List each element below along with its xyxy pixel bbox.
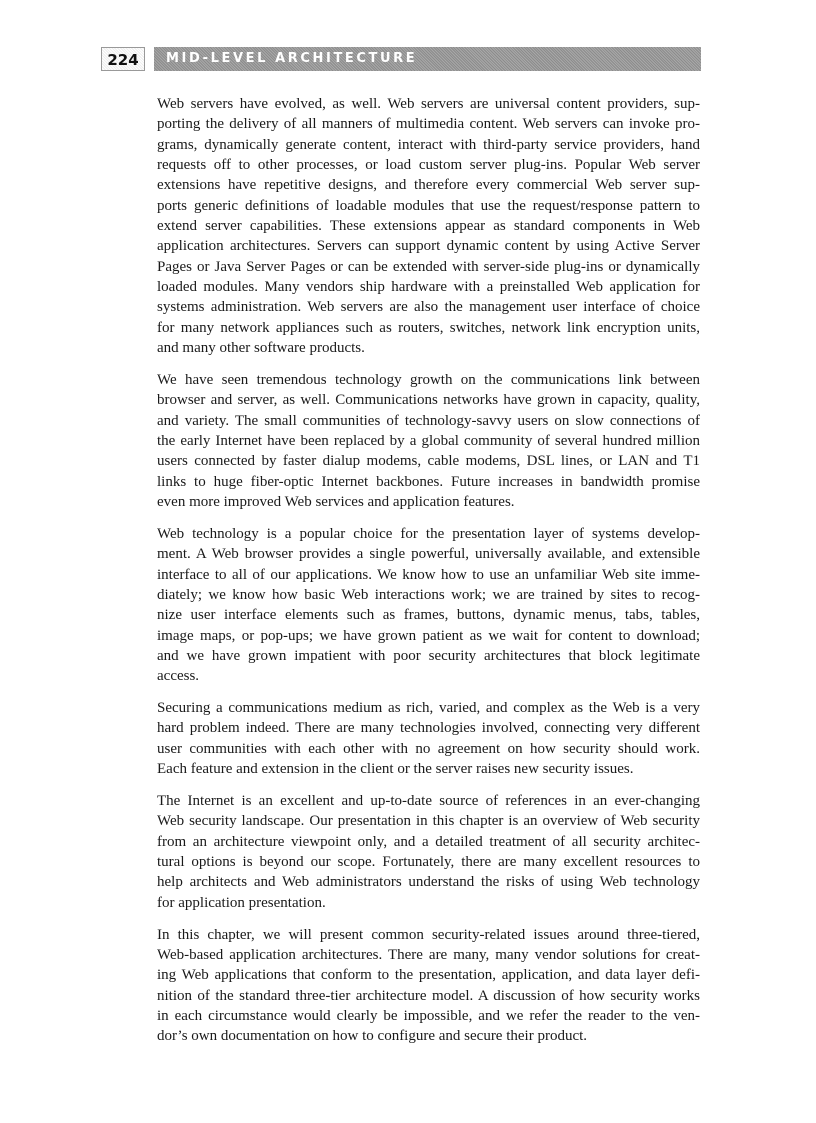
text-line: for application presentation.	[157, 894, 326, 911]
text-line: nize user interface elements such as frames, buttons, dynamic menus, tabs, tables,	[157, 607, 700, 624]
text-line: and we have grown impatient with poor security architectures that block legitimate	[157, 647, 700, 664]
text-line: the early Internet have been replaced by a global community of several hundred million	[157, 433, 700, 449]
text-line: help architects and Web administrators understand the risks of using Web technology	[157, 874, 700, 891]
text-line: Securing a communications medium as rich, varied, and complex as the Web is a very	[157, 700, 700, 717]
text-line: tural options is beyond our scope. Fortunately, there are many excellent resources to	[157, 854, 700, 871]
text-line: browser and server, as well. Communications networks have grown in capacity, quality,	[157, 392, 700, 409]
text-line: loaded modules. Many vendors ship hardware with a preinstalled Web application for	[157, 279, 700, 296]
text-line: image maps, or pop-ups; we have grown patient as we wait for content to download;	[157, 627, 700, 644]
text-line: diately; we know how basic Web interactions work; we are trained by sites to recog-	[157, 586, 700, 603]
text-line: hard problem indeed. There are many technologies involved, connecting very different	[157, 720, 700, 737]
text-line: We have seen tremendous technology growth on the communications link between	[157, 371, 700, 388]
text-line: and variety. The small communities of technology-savvy users on slow connections of	[157, 412, 700, 429]
text-line: and many other software products.	[157, 340, 365, 357]
text-line: ing Web applications that conform to the presentation, application, and data layer defi-	[157, 967, 700, 984]
text-line: even more improved Web services and application features.	[157, 494, 515, 511]
text-line: users connected by faster dialup modems, cable modems, DSL lines, or LAN and T1	[157, 453, 700, 470]
text-line: grams, dynamically generate content, interact with third-party service providers, hand	[157, 136, 700, 153]
paragraph	[157, 925, 700, 1047]
text-line: user communities with each other with no agreement on how security should work.	[157, 740, 700, 757]
text-line: access.	[157, 668, 200, 685]
text-line: for many network appliances such as routers, switches, network link encryption units,	[157, 319, 700, 336]
text-line: nition of the standard three-tier architecture model. A discussion of how security works	[157, 987, 700, 1004]
text-line: ports generic definitions of loadable modules that use the request/response pattern to	[157, 197, 700, 214]
text-line: dor’s own documentation on how to configure and secure their product.	[157, 1028, 588, 1045]
text-line: Each feature and extension in the client or the server raises new security issues.	[157, 761, 634, 778]
text-line: Pages or Java Server Pages or can be extended with server-side plug-ins or dynamically	[157, 258, 700, 275]
text-line: Web-based application architectures. There are many, many vendor solutions for creat-	[157, 946, 700, 963]
text-line: Web security landscape. Our presentation in this chapter is an overview of Web security	[157, 813, 700, 830]
running-header	[101, 47, 701, 72]
paragraph	[157, 370, 700, 512]
text-line: extend server capabilities. These extensions appear as standard components in Web	[157, 218, 700, 235]
running-title: MID-LEVEL ARCHITECTURE	[154, 47, 701, 71]
text-line: links to huge fiber-optic Internet backbones. Future increases in bandwidth promise	[157, 473, 700, 490]
text-line: In this chapter, we will present common security-related issues around three-tiered,	[157, 926, 700, 943]
paragraph	[157, 94, 700, 358]
text-line: requests off to other processes, or load custom server plug-ins. Popular Web server	[157, 157, 700, 174]
text-line: systems administration. Web servers are also the management user interface of choice	[157, 299, 700, 316]
paragraph	[157, 524, 700, 687]
text-line: interface to all of our applications. We know how to use an unfamiliar Web site imme-	[157, 566, 700, 583]
text-line: extensions have repetitive designs, and therefore every commercial Web server sup-	[157, 177, 700, 194]
page-number: 224	[101, 47, 145, 71]
text-line: from an architecture viewpoint only, and a detailed treatment of all security architec-	[157, 833, 700, 850]
paragraph	[157, 791, 700, 913]
text-line: The Internet is an excellent and up-to-date source of references in an ever-changing	[157, 793, 700, 809]
text-line: ment. A Web browser provides a single powerful, universally available, and extensible	[157, 546, 700, 563]
text-line: in each circumstance would clearly be impossible, and we refer the reader to the ven-	[157, 1007, 700, 1024]
text-line: Web technology is a popular choice for the presentation layer of systems develop-	[157, 525, 700, 542]
text-line: porting the delivery of all manners of multimedia content. Web servers can invoke pro-	[157, 116, 700, 133]
body-text	[157, 94, 700, 1058]
paragraph	[157, 698, 700, 779]
text-line: application architectures. Servers can support dynamic content by using Active Server	[157, 238, 700, 255]
text-line: Web servers have evolved, as well. Web servers are universal content providers, sup-	[157, 96, 700, 112]
